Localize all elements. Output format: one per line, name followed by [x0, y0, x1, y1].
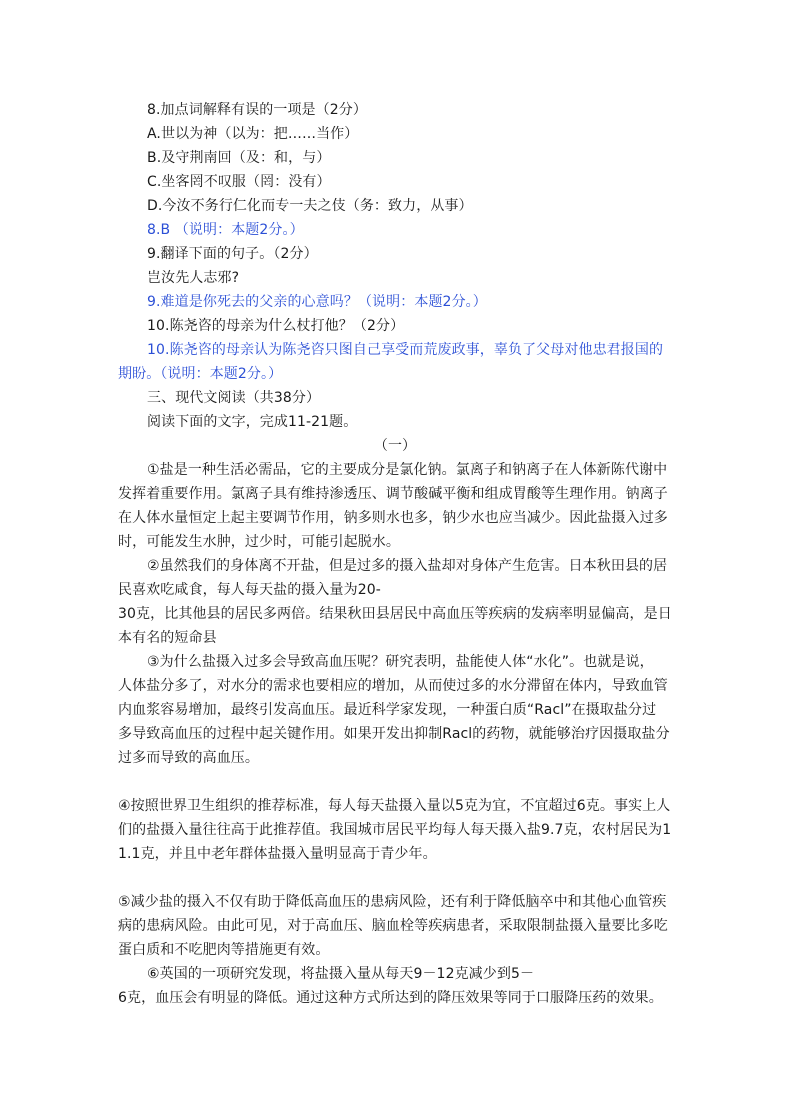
paragraph-1-line: ①盐是一种生活必需品，它的主要成分是氯化钠。氯离子和钠离子在人体新陈代谢中 [147, 462, 668, 478]
paragraph-3-line: 多导致高血压的过程中起关键作用。如果开发出抑制Racl的药物，就能够治疗因摄取盐分 [118, 726, 670, 742]
answer-10: 10.陈尧咨的母亲认为陈尧咨只图自己享受而荒废政事，辜负了父母对他忠君报国的 [147, 342, 664, 358]
paragraph-2-line: 30克，比其他县的居民多两倍。结果秋田县居民中高血压等疾病的发病率明显偏高，是日 [118, 606, 672, 622]
paragraph-2-line: 民喜欢吃咸食，每人每天盐的摄入量为20- [118, 582, 381, 598]
question-10: 10.陈尧咨的母亲为什么杖打他？（2分） [147, 318, 405, 334]
answer-8: 8.B （说明：本题2分。） [147, 222, 304, 238]
option-a: A.世以为神（以为：把……当作） [147, 126, 359, 142]
question-9-sentence: 岂汝先人志邪? [147, 270, 240, 286]
paragraph-5-line: ⑤减少盐的摄入不仅有助于降低高血压的患病风险，还有利于降低脑卒中和其他心血管疾 [118, 894, 667, 910]
paragraph-4-line: 1.1克，并且中老年群体盐摄入量明显高于青少年。 [118, 846, 437, 862]
paragraph-6-line: 6克，血压会有明显的降低。通过这种方式所达到的降压效果等同于口服降压药的效果。 [118, 990, 663, 1006]
answer-9: 9.难道是你死去的父亲的心意吗？（说明：本题2分。） [147, 294, 487, 310]
paragraph-3-line: 过多而导致的高血压。 [118, 750, 259, 766]
option-d: D.今汝不务行仁化而专一夫之伎（务：致力，从事） [147, 198, 473, 214]
paragraph-4-line: ④按照世界卫生组织的推荐标准，每人每天盐摄入量以5克为宜，不宜超过6克。事实上人 [118, 798, 671, 814]
option-c: C.坐客罔不叹服（罔：没有） [147, 174, 331, 190]
question-9: 9.翻译下面的句子。（2分） [147, 246, 318, 262]
option-b: B.及守荆南回（及：和，与） [147, 150, 331, 166]
paragraph-6-line: ⑥英国的一项研究发现，将盐摄入量从每天9－12克减少到5－ [147, 966, 535, 982]
paragraph-3-line: ③为什么盐摄入过多会导致高血压呢？研究表明，盐能使人体“水化”。也就是说， [147, 654, 654, 670]
passage-number: （一） [373, 438, 417, 454]
paragraph-2-line: ②虽然我们的身体离不开盐，但是过多的摄入盐却对身体产生危害。日本秋田县的居 [147, 558, 668, 574]
paragraph-1-line: 在人体水量恒定上起主要调节作用，钠多则水也多，钠少水也应当减少。因此盐摄入过多 [118, 510, 668, 526]
section-heading: 三、现代文阅读（共38分） [147, 390, 321, 406]
paragraph-3-line: 人体盐分多了，对水分的需求也要相应的增加，从而使过多的水分滞留在体内，导致血管 [118, 678, 668, 694]
paragraph-5-line: 病的患病风险。由此可见，对于高血压、脑血栓等疾病患者，采取限制盐摄入量要比多吃 [118, 918, 668, 934]
reading-instruction: 阅读下面的文字，完成11-21题。 [147, 414, 358, 430]
paragraph-1-line: 发挥着重要作用。氯离子具有维持渗透压、调节酸碱平衡和组成胃酸等生理作用。钠离子 [118, 486, 668, 502]
answer-10-cont: 期盼。（说明：本题2分。） [118, 366, 283, 382]
paragraph-1-line: 时，可能发生水肿，过少时，可能引起脱水。 [118, 534, 400, 550]
question-8: 8.加点词解释有误的一项是（2分） [147, 102, 367, 118]
paragraph-5-line: 蛋白质和不吃肥肉等措施更有效。 [118, 942, 330, 958]
paragraph-3-line: 内血浆容易增加，最终引发高血压。最近科学家发现，一种蛋白质“Racl”在摄取盐分过 [118, 702, 657, 718]
paragraph-2-line: 本有名的短命县 [118, 630, 217, 646]
paragraph-4-line: 们的盐摄入量往往高于此推荐值。我国城市居民平均每人每天摄入盐9.7克，农村居民为1 [118, 822, 672, 838]
